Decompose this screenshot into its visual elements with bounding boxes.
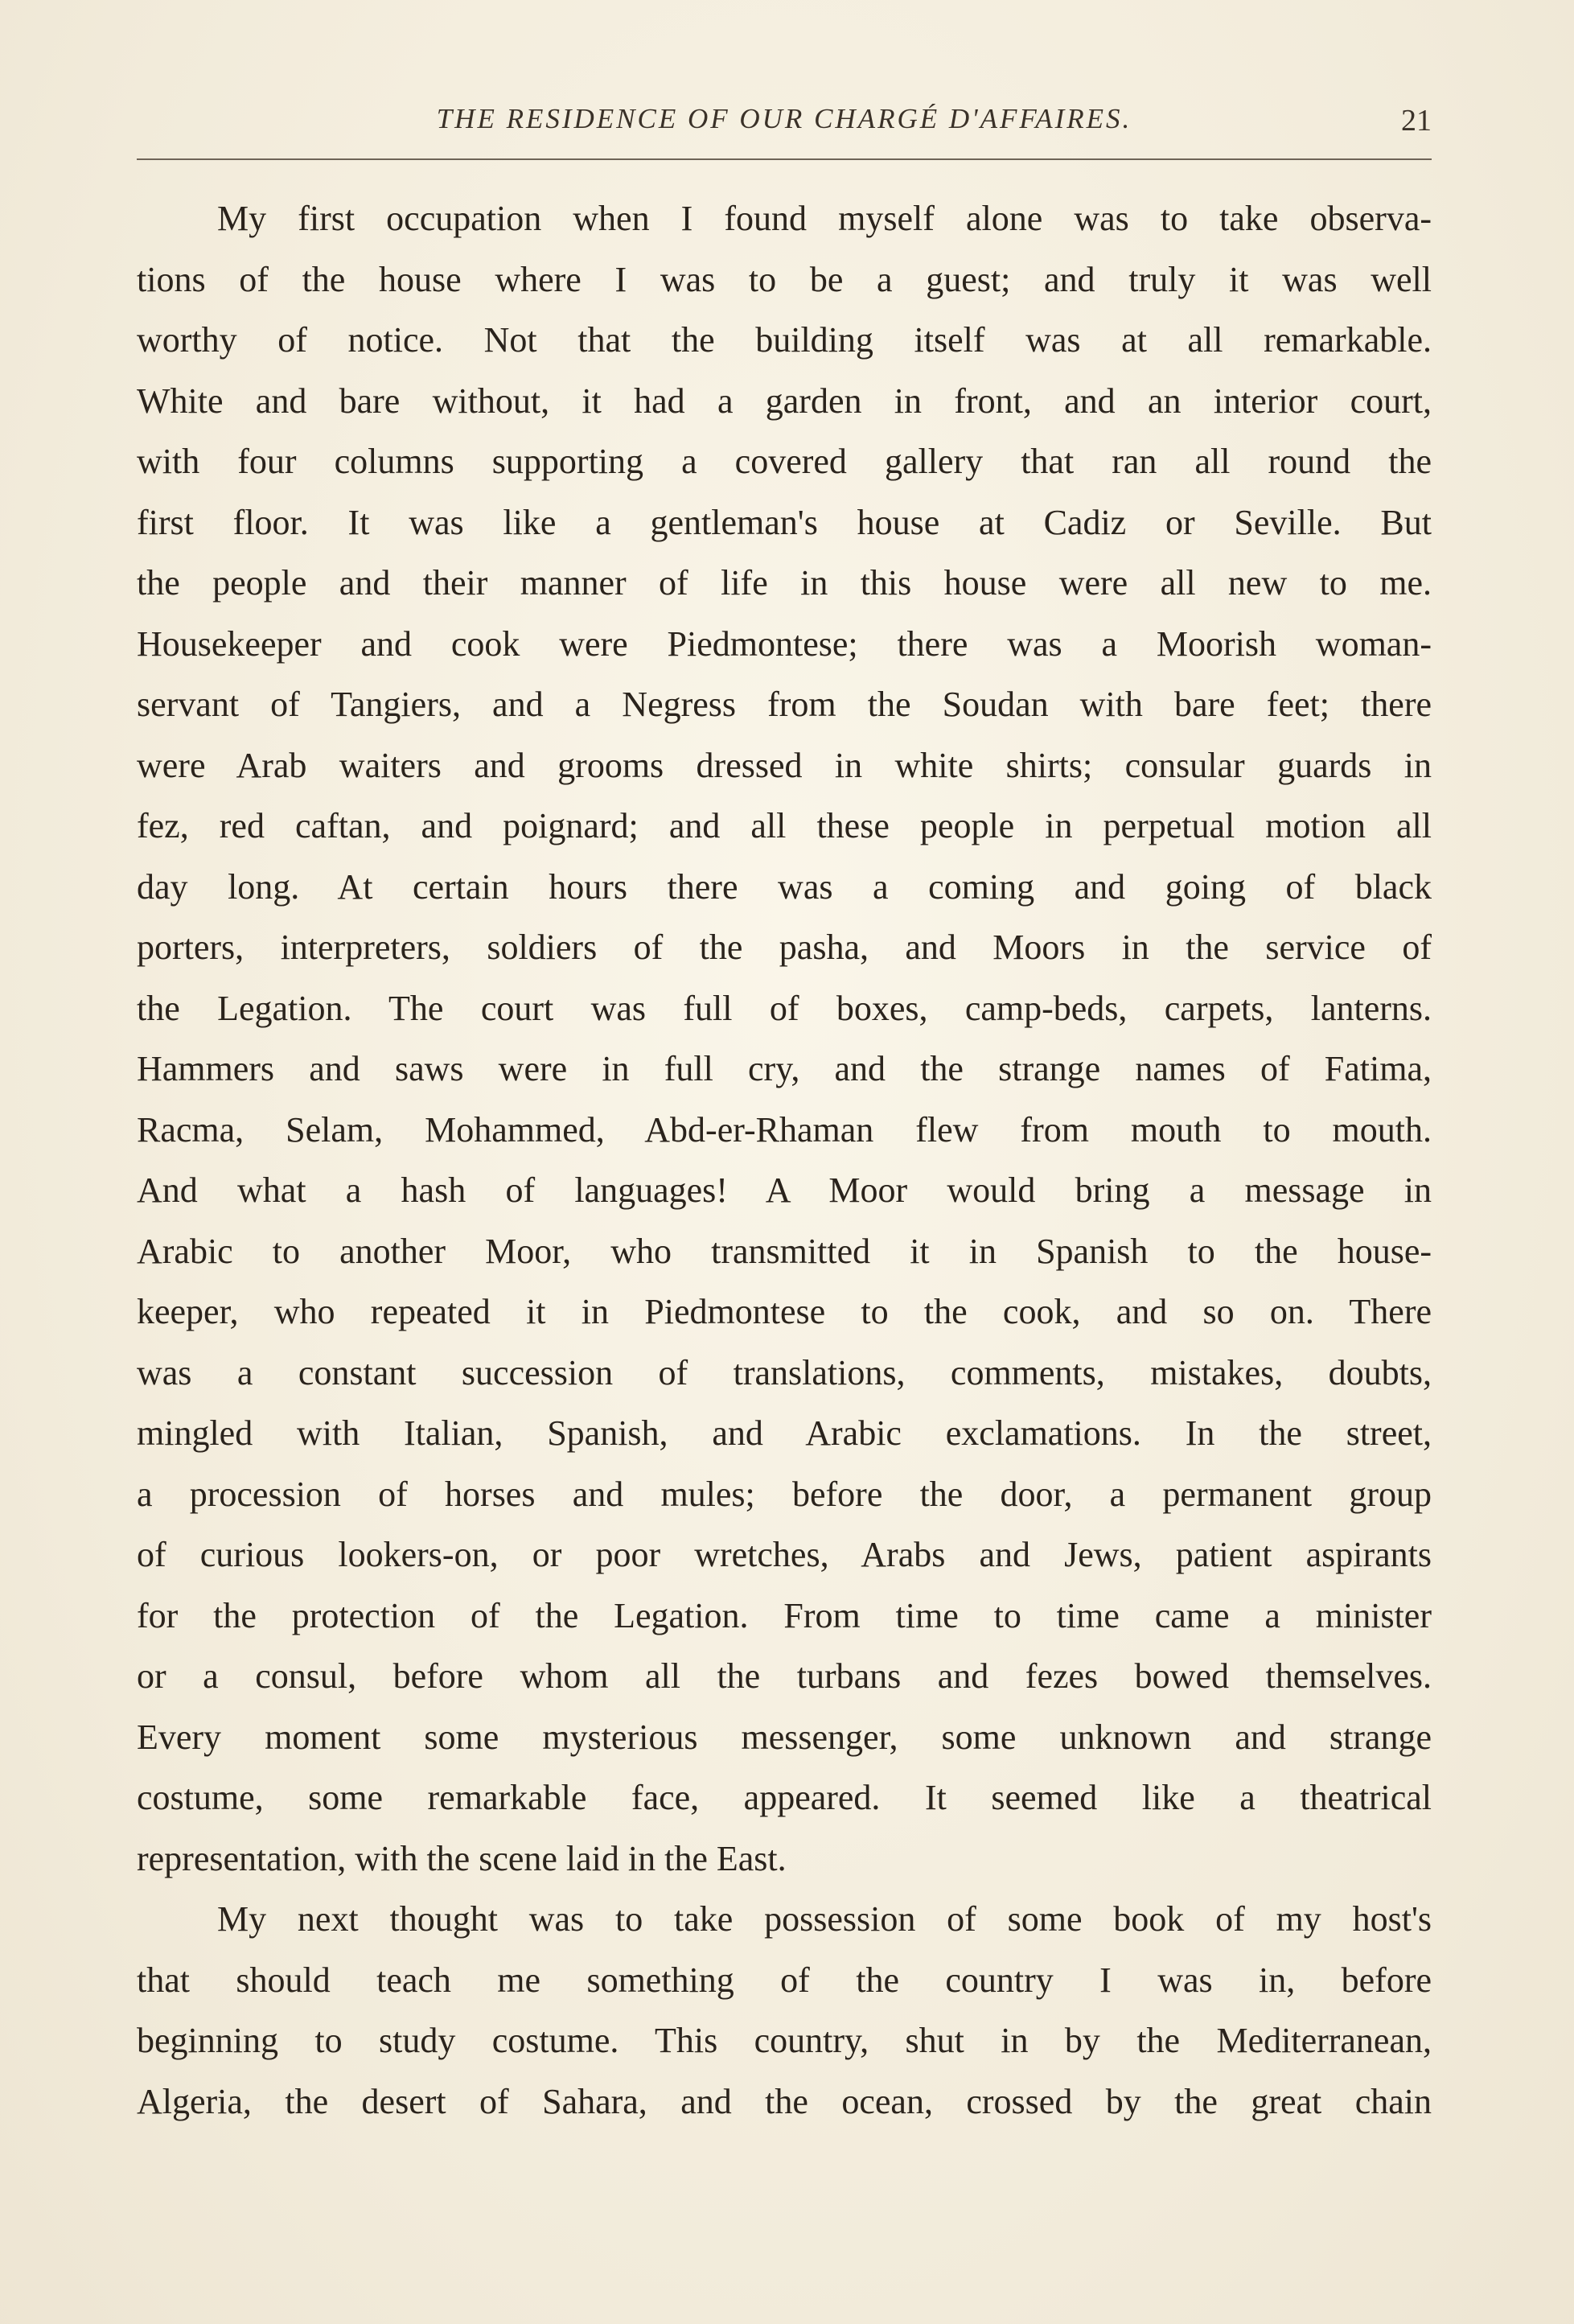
paragraph-1 bbox=[137, 188, 1432, 1889]
text-line: of curious lookers-on, or poor wretches, Arabs and Jews, patient aspirants bbox=[137, 1535, 1432, 1574]
text-line: fez, red caftan, and poignard; and all these people in perpetual motion all bbox=[137, 806, 1432, 845]
text-line: the people and their manner of life in this house were all new to me. bbox=[137, 563, 1432, 603]
header-rule bbox=[137, 158, 1432, 160]
text-line: Hammers and saws were in full cry, and the strange names of Fatima, bbox=[137, 1049, 1432, 1088]
text-line: that should teach me something of the country I was in, before bbox=[137, 1960, 1432, 2000]
text-line: Racma, Selam, Mohammed, Abd-er-Rhaman flew from mouth to mouth. bbox=[137, 1109, 1432, 1150]
text-line: Every moment some mysterious messenger, some unknown and strange bbox=[137, 1717, 1432, 1757]
text-line: beginning to study costume. This country, shut in by the Mediterranean, bbox=[137, 2021, 1432, 2060]
text-line: servant of Tangiers, and a Negress from the Soudan with bare feet; there bbox=[137, 685, 1432, 724]
text-line: White and bare without, it had a garden in front, and an interior court, bbox=[137, 380, 1432, 421]
text-line: My next thought was to take possession of some book of my host's bbox=[217, 1899, 1432, 1939]
paragraph-2 bbox=[137, 1889, 1432, 2132]
text-line: was a constant succession of translations, comments, mistakes, doubts, bbox=[137, 1352, 1432, 1392]
text-line: keeper, who repeated it in Piedmontese to the cook, and so on. There bbox=[137, 1292, 1432, 1331]
text-line: for the protection of the Legation. From time to time came a minister bbox=[137, 1595, 1432, 1635]
text-line: costume, some remarkable face, appeared. It seemed like a theatrical bbox=[137, 1778, 1432, 1817]
text-line: the Legation. The court was full of boxes, camp-beds, carpets, lanterns. bbox=[137, 988, 1432, 1028]
running-head bbox=[137, 103, 1432, 151]
text-line: And what a hash of languages! A Moor would bring a message in bbox=[137, 1170, 1432, 1210]
text-line: representation, with the scene laid in the East. bbox=[137, 1838, 787, 1878]
text-line: My first occupation when I found myself alone was to take observa- bbox=[217, 199, 1432, 238]
text-line: tions of the house where I was to be a guest; and truly it was well bbox=[137, 259, 1432, 299]
text-line: or a consul, before whom all the turbans and fezes bowed themselves. bbox=[137, 1656, 1432, 1696]
text-line: a procession of horses and mules; before the door, a permanent group bbox=[137, 1474, 1432, 1514]
text-line: Housekeeper and cook were Piedmontese; there was a Moorish woman- bbox=[137, 623, 1432, 664]
text-line: porters, interpreters, soldiers of the pasha, and Moors in the service of bbox=[137, 928, 1432, 967]
body-text bbox=[137, 188, 1432, 2132]
text-line: were Arab waiters and grooms dressed in white shirts; consular guards in bbox=[137, 745, 1432, 785]
running-title: THE RESIDENCE OF OUR CHARGÉ D'AFFAIRES. bbox=[436, 103, 1132, 134]
text-line: day long. At certain hours there was a coming and going of black bbox=[137, 866, 1432, 907]
text-line: Arabic to another Moor, who transmitted it in Spanish to the house- bbox=[137, 1231, 1432, 1271]
text-line: Algeria, the desert of Sahara, and the ocean, crossed by the great chain bbox=[137, 2081, 1432, 2121]
text-line: first floor. It was like a gentleman's house at Cadiz or Seville. But bbox=[137, 502, 1432, 542]
text-line: mingled with Italian, Spanish, and Arabic exclamations. In the street, bbox=[137, 1413, 1432, 1453]
text-line: worthy of notice. Not that the building itself was at all remarkable. bbox=[137, 320, 1432, 360]
text-line: with four columns supporting a covered gallery that ran all round the bbox=[137, 442, 1432, 481]
page-number: 21 bbox=[1401, 104, 1432, 138]
